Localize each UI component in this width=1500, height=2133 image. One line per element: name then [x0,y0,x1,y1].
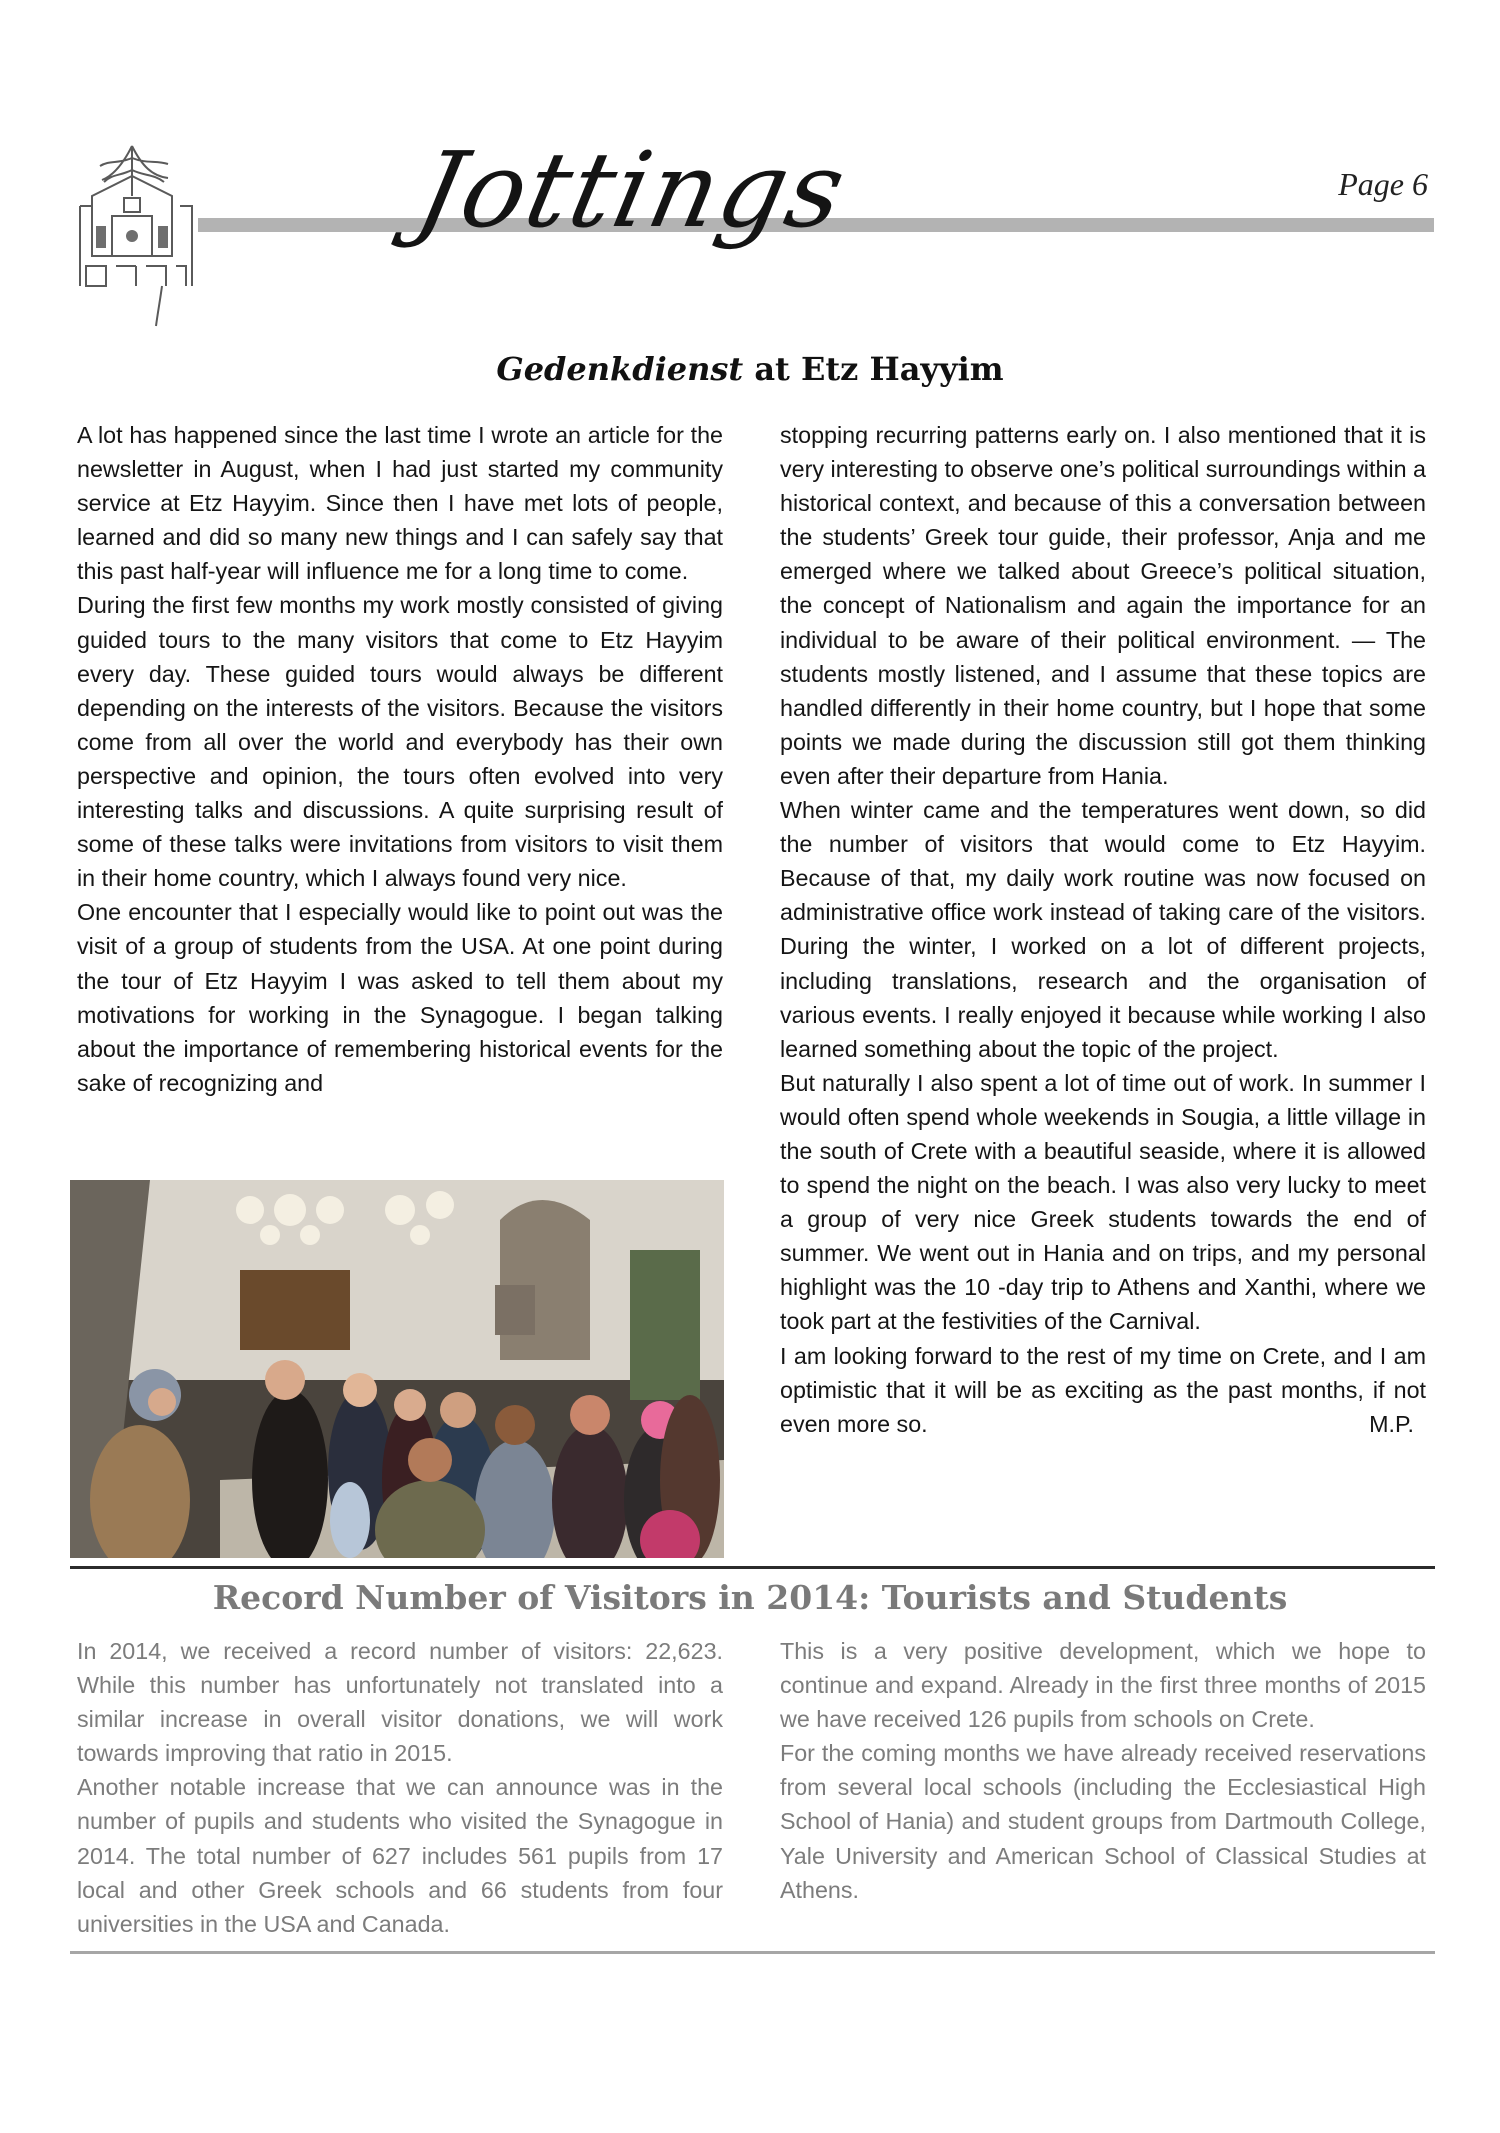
paragraph: In 2014, we received a record number of visitors: 22,623. While this number has unfortunately not translated into a similar increase in overall visitor donations, we will work towards improving that ratio in 2015. [77,1638,723,1767]
article-title-rest: at Etz Hayyim [743,350,1004,388]
article-title-record-visitors: Record Number of Visitors in 2014: Tourists and Students [212,1578,1288,1617]
article2-left-column [77,1634,723,1941]
article1-right-column [780,418,1426,1441]
paragraph: A lot has happened since the last time I wrote an article for the newsletter in August, when I had just started my community service at Etz Hayyim. Since then I have met lots of people, learned and did so many new things and I can safely say that this past half-year will influence me for a long time to come. [77,422,723,585]
page-number: Page 6 [1338,166,1428,202]
group-photo [70,1180,724,1558]
article1-left-column [77,418,723,1100]
newsletter-title: Jottings [407,129,858,251]
section-divider [70,1566,1435,1569]
paragraph: Another notable increase that we can announce was in the number of pupils and students who visited the Synagogue in 2014. The total number of 627 includes 561 pupils from 17 local and other Greek schools and 66 students from four universities in the USA and Canada. [77,1774,723,1937]
author-signoff: M.P. [1369,1410,1414,1437]
paragraph: For the coming months we have already received reservations from several local schools (including the Ecclesiastical High School of Hania) and student groups from Dartmouth College, Yale University and American School of Classical Studies at Athens. [780,1740,1426,1903]
paragraph: stopping recurring patterns early on. I also mentioned that it is very interesting to observe one’s political surroundings within a historical context, and because of this a conversation between the students’ Greek tour guide, their professor, Anja and me emerged where we talked about Greece’s political situation, the concept of Nationalism and again the importance for an individual to be aware of their political environment. — The students mostly listened, and I assume that these topics are handled differently in their home country, but I hope that some points we made during the discussion still got them thinking even after their departure from Hania. [780,422,1426,789]
article-title-italic: Gedenkdienst [496,350,744,388]
paragraph-last [780,1339,1426,1441]
article-title-gedenkdienst [0,350,1500,388]
paragraph: But naturally I also spent a lot of time out of work. In summer I would often spend whole weekends in Sougia, a little village in the south of Crete with a beautiful seaside, where it is allowed to spend the night on the beach. I was also very lucky to meet a group of very nice Greek students towards the end of summer. We went out in Hania and on trips, and my personal highlight was the 10 -day trip to Athens and Xanthi, where we took part at the festivities of the Carnival. [780,1069,1426,1335]
paragraph: One encounter that I especially would like to point out was the visit of a group of students from the USA. At one point during the tour of Etz Hayyim I was asked to tell them about my motivations for working in the Synagogue. I began talking about the importance of remembering historical events for the sake of recognizing and [77,899,723,1096]
bottom-divider [70,1951,1435,1954]
paragraph-text: I am looking forward to the rest of my time on Crete, and I am optimistic that it will be as exciting as the past months, if not even more so. [780,1342,1426,1437]
paragraph: During the first few months my work mostly consisted of giving guided tours to the many visitors that come to Etz Hayyim every day. These guided tours would always be different depending on the interests of the visitors. Because the visitors come from all over the world and everybody has their own perspective and opinion, the tours often evolved into very interesting talks and discussions. A quite surprising result of some of these talks were invitations from visitors to visit them in their home country, which I always found very nice. [77,592,723,892]
paragraph: This is a very positive development, which we hope to continue and expand. Already in the first three months of 2015 we have received 126 pupils from schools on Crete. [780,1638,1426,1733]
paragraph: When winter came and the temperatures went down, so did the number of visitors that would come to Etz Hayyim. Because of that, my daily work routine was now focused on administrative office work instead of taking care of the visitors. During the winter, I worked on a lot of different projects, including translations, research and the organisation of various events. I really enjoyed it because while working I also learned something about the topic of the project. [780,797,1426,1062]
etz-hayyim-logo [72,136,200,332]
article2-right-column [780,1634,1426,1907]
